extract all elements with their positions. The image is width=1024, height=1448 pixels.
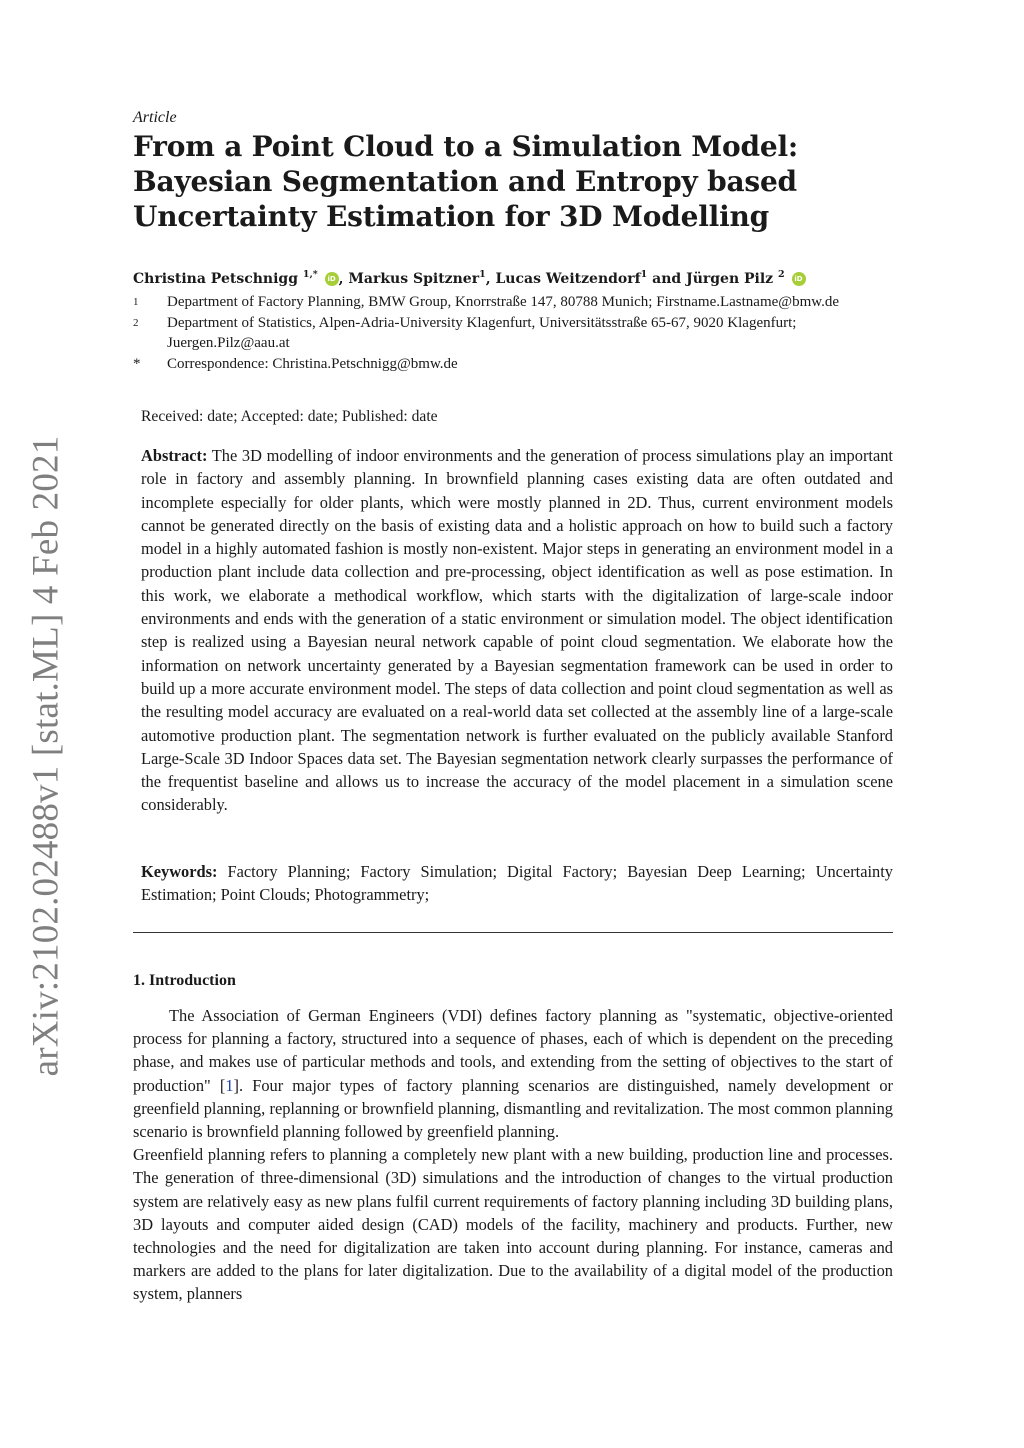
affiliation-text: Department of Statistics, Alpen-Adria-University Klagenfurt, Universitätsstraße 65-67, 9020 Klagenfurt; Juergen.Pilz@aau.at xyxy=(167,314,797,352)
affiliation-item xyxy=(133,292,913,313)
orcid-icon[interactable]: iD xyxy=(792,272,806,286)
author-affiliation-mark: 1 xyxy=(479,269,486,280)
affiliations xyxy=(133,292,913,375)
publication-dates: Received: date; Accepted: date; Published: date xyxy=(141,408,438,425)
author-name: Markus Spitzner xyxy=(348,271,480,287)
affiliation-mark: * xyxy=(133,356,141,373)
paragraph: Greenfield planning refers to planning a completely new plant with a new building, production line and processes. The generation of three-dimensional (3D) simulations and the introduction of changes to the virtual production system are relatively easy as new plans fulfil current requirements of factory planning including 3D building plans, 3D layouts and computer aided design (CAD) models of the facility, machinery and products. Further, new technologies and the need for digitalization are taken into account during planning. For instance, cameras and markers are added to the plans for later digitalization. Due to the availability of a digital model of the production system, planners xyxy=(133,1145,893,1304)
keywords-text: Factory Planning; Factory Simulation; Digital Factory; Bayesian Deep Learning; Uncertainty Estimation; Point Clouds; Photogrammetry; xyxy=(141,862,893,904)
article-type-label: Article xyxy=(133,109,177,126)
arxiv-identifier: arXiv:2102.02488v1 [stat.ML] 4 Feb 2021 xyxy=(25,435,67,1077)
author-name: Christina Petschnigg xyxy=(133,271,298,287)
affiliation-text: Department of Factory Planning, BMW Group, Knorrstraße 147, 80788 Munich; Firstname.Lastname@bmw.de xyxy=(167,294,840,310)
author-affiliation-mark: 1,* xyxy=(302,269,318,280)
affiliation-mark: 1 xyxy=(133,296,139,308)
author-name: Lucas Weitzendorf xyxy=(495,271,641,287)
section-heading-introduction: 1. Introduction xyxy=(133,972,236,989)
abstract xyxy=(141,444,893,817)
section-divider xyxy=(133,932,893,933)
orcid-icon[interactable]: iD xyxy=(325,272,339,286)
citation-link[interactable]: 1 xyxy=(225,1075,234,1095)
correspondence-text: Correspondence: Christina.Petschnigg@bmw.de xyxy=(167,356,458,373)
author-affiliation-mark: 2 xyxy=(778,269,785,280)
author-affiliation-mark: 1 xyxy=(640,269,648,280)
correspondence-item xyxy=(133,354,913,375)
paragraph: The Association of German Engineers (VDI) defines factory planning as "systematic, objective-oriented process for planning a factory, structured into a sequence of phases, each of which is dependent on the preceding phase, and makes use of particular methods and tools, and extending from the setting of objectives to the start of production" [1]. Four major types of factory planning scenarios are distinguished, namely development or greenfield planning, replanning or brownfield planning, dismantling and revitalization. The most common planning scenario is brownfield planning followed by greenfield planning. xyxy=(133,1006,894,1142)
author-name: Jürgen Pilz xyxy=(686,271,774,287)
affiliation-mark: 2 xyxy=(133,316,139,329)
abstract-label: Abstract: xyxy=(141,446,208,465)
keywords xyxy=(141,860,893,906)
abstract-text: The 3D modelling of indoor environments and the generation of process simulations play an important role in factory and assembly planning. In brownfield planning cases existing data are often outdated and incomplete especially for older plants, which were mostly planned in 2D. Thus, current environment models cannot be generated directly on the basis of existing data and a holistic approach on how to build such a factory model in a highly automated fashion is mostly non-existent. Major steps in generating an environment model in a production plant include data collection and pre-processing, object identification as well as pose estimation. In this work, we elaborate a methodical workflow, which starts with the digitalization of large-scale indoor environments and ends with the generation of a static environment or simulation model. The object identification step is realized using a Bayesian neural network capable of point cloud segmentation. We elaborate how the information on network uncertainty generated by a Bayesian segmentation framework can be used in order to build up a more accurate environment model. The steps of data collection and point cloud segmentation as well as the resulting model accuracy are evaluated on a real-world data set collected at the assembly line of a large-scale automotive production plant. The segmentation network is further evaluated on the publicly available Stanford Large-Scale 3D Indoor Spaces data set. The Bayesian segmentation network clearly surpasses the performance of the frequentist baseline and allows us to increase the accuracy of the model placement in a simulation scene considerably. xyxy=(141,446,893,815)
introduction-body xyxy=(133,1004,893,1306)
author-list: Christina Petschnigg $^{1,*}$ iD , Markus Spitzner$^1$, Lucas Weitzendorf$^1$ and Jürgen Pilz $^2$ iD xyxy=(133,265,913,289)
paper-title: From a Point Cloud to a Simulation Model: Bayesian Segmentation and Entropy based Uncertainty Estimation for 3D Modelling xyxy=(133,130,799,233)
affiliation-item xyxy=(133,313,913,354)
keywords-label: Keywords: xyxy=(141,862,218,881)
